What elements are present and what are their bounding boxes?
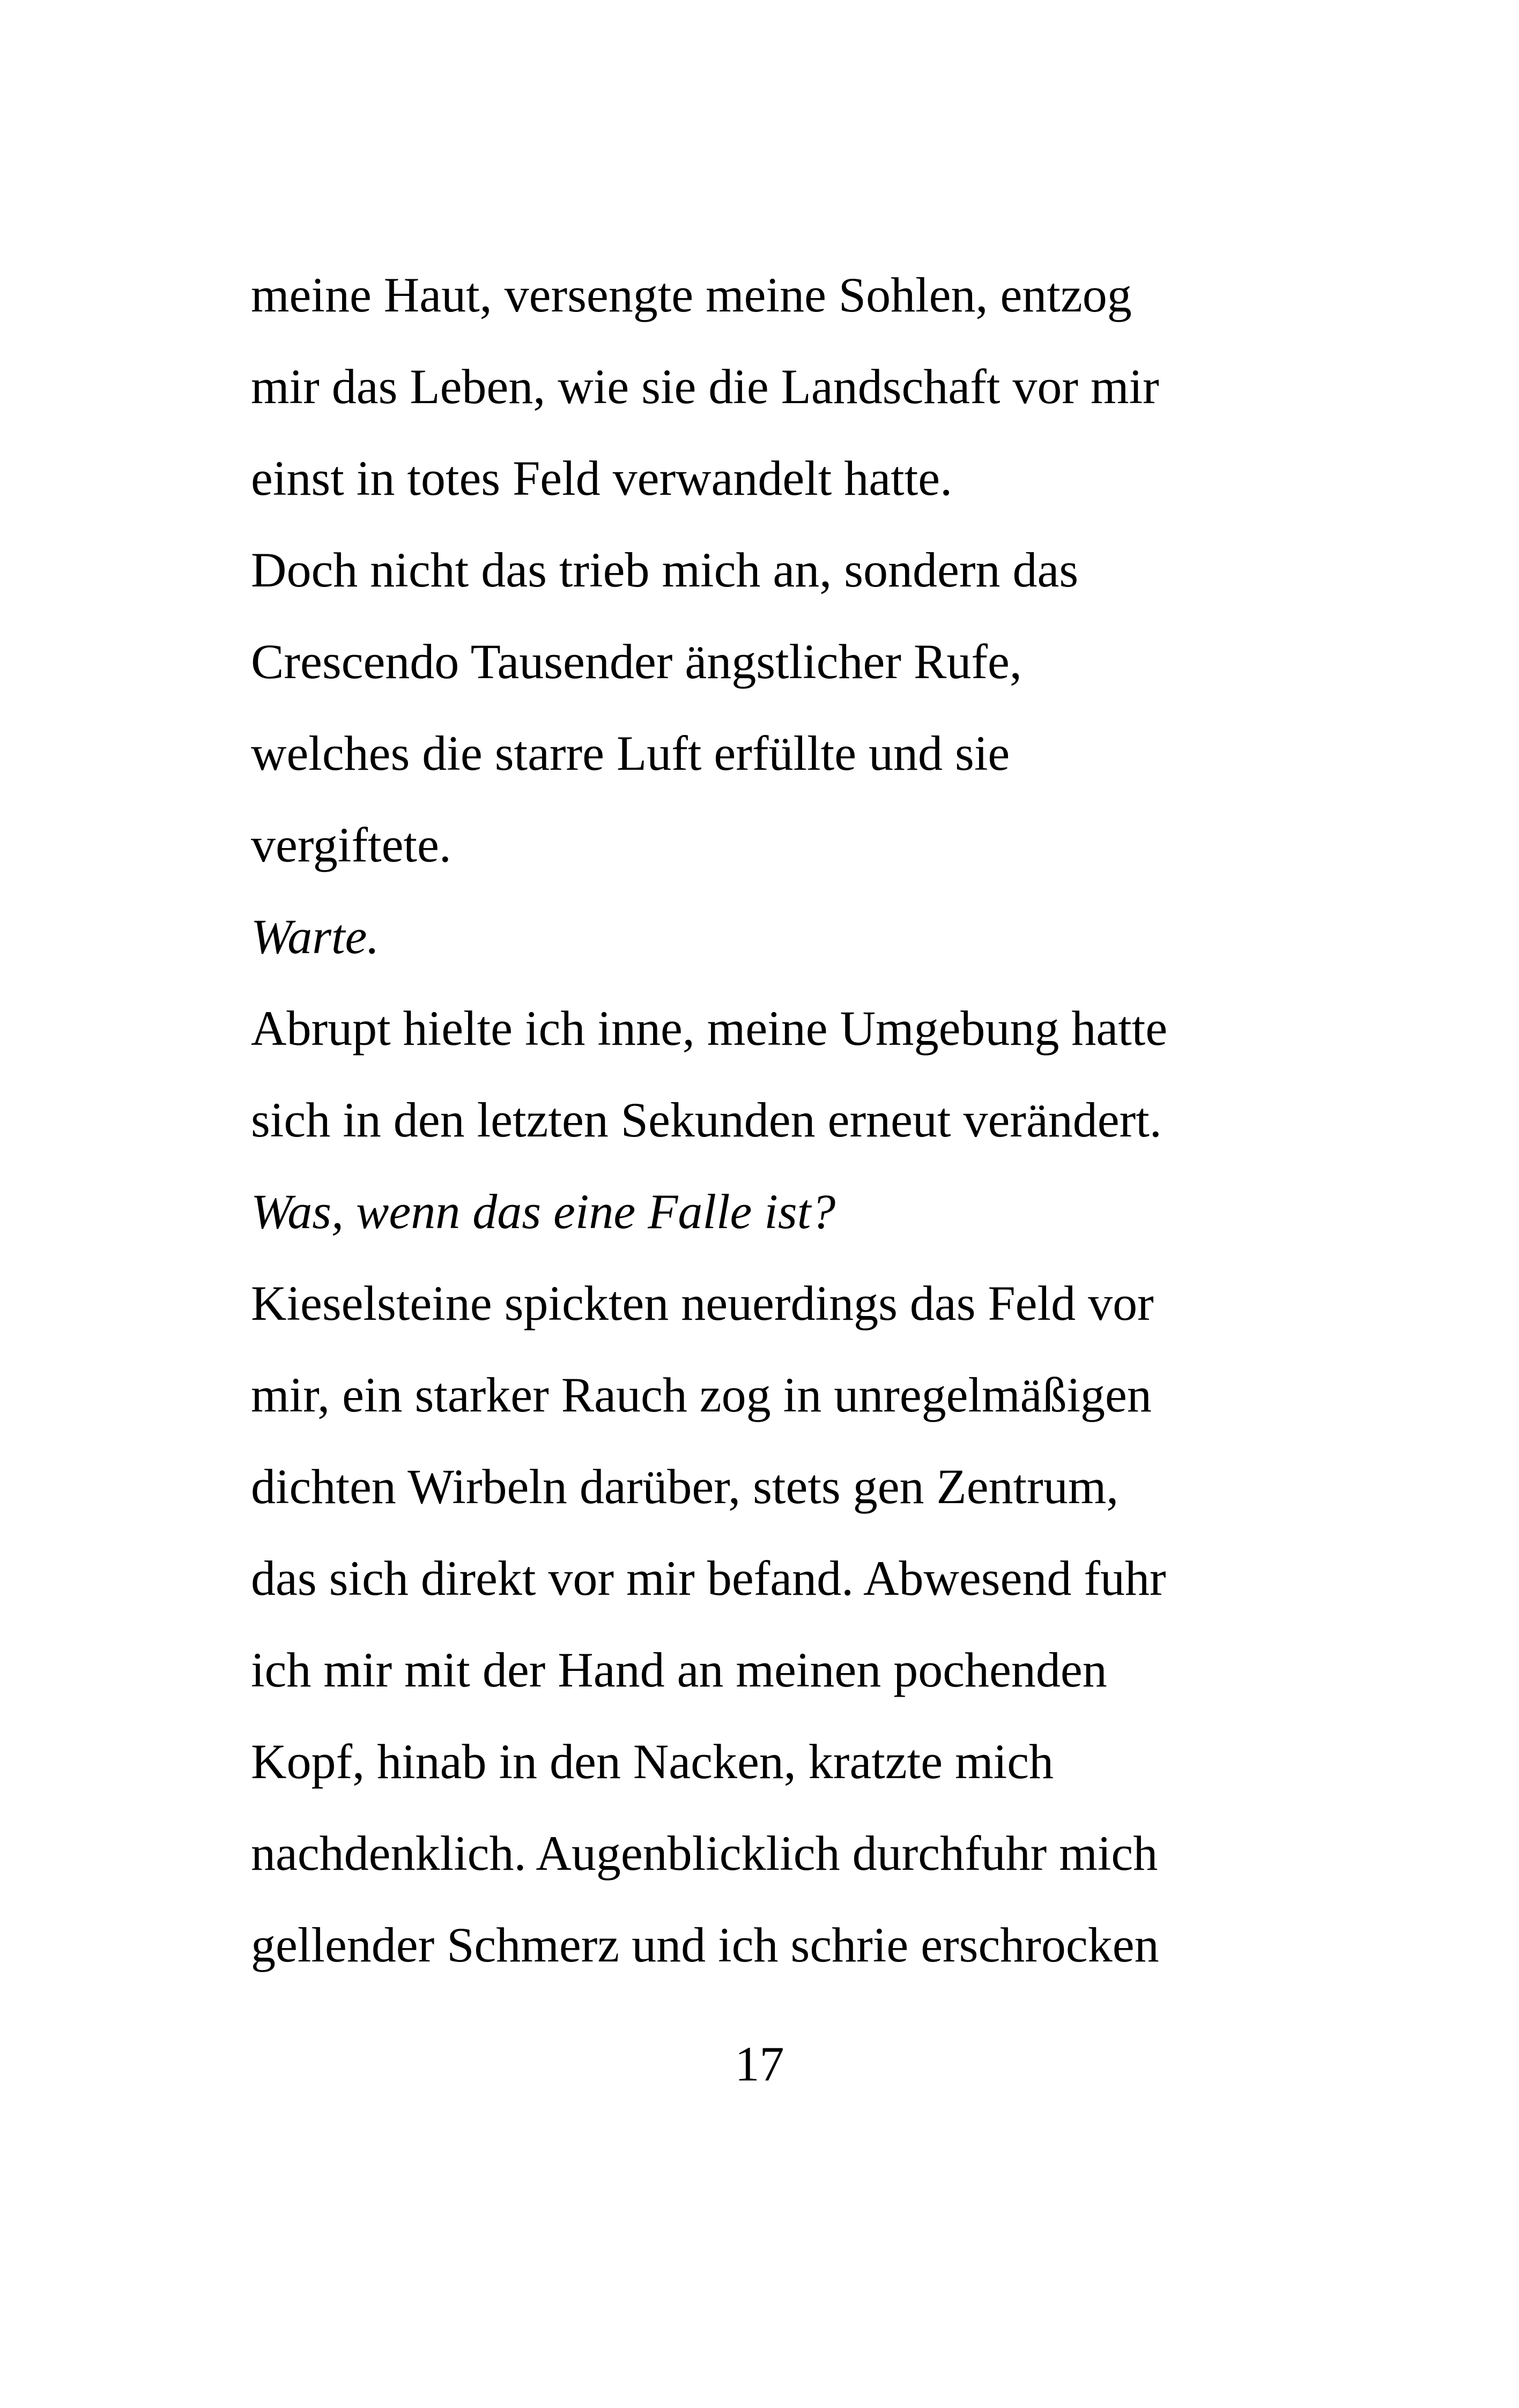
text-line: Warte. xyxy=(251,909,380,964)
text-line: mir, ein starker Rauch zog in unregelmäßigen xyxy=(251,1367,1152,1422)
text-line: mir das Leben, wie sie die Landschaft vor mir xyxy=(251,359,1159,414)
text-line: ich mir mit der Hand an meinen pochenden xyxy=(251,1643,1107,1697)
text-line: Kieselsteine spickten neuerdings das Feld vor xyxy=(251,1276,1154,1331)
text-line: nachdenklich. Augenblicklich durchfuhr mich xyxy=(251,1826,1158,1881)
page-number: 17 xyxy=(735,2037,784,2091)
text-line: sich in den letzten Sekunden erneut verändert. xyxy=(251,1092,1162,1147)
text-line: welches die starre Luft erfüllte und sie xyxy=(251,726,1010,781)
text-line: das sich direkt vor mir befand. Abwesend fuhr xyxy=(251,1551,1166,1606)
text-line: Abrupt hielte ich inne, meine Umgebung hatte xyxy=(251,1001,1168,1056)
text-line: Was, wenn das eine Falle ist? xyxy=(251,1184,836,1239)
text-line: Crescendo Tausender ängstlicher Rufe, xyxy=(251,634,1022,689)
text-line: vergiftete. xyxy=(251,817,451,872)
text-line: Kopf, hinab in den Nacken, kratzte mich xyxy=(251,1734,1054,1789)
text-line: meine Haut, versengte meine Sohlen, entzog xyxy=(251,267,1132,322)
text-line: Doch nicht das trieb mich an, sondern das xyxy=(251,542,1079,597)
text-line: dichten Wirbeln darüber, stets gen Zentrum, xyxy=(251,1459,1119,1514)
body-text xyxy=(251,249,1302,1991)
text-line: einst in totes Feld verwandelt hatte. xyxy=(251,451,953,506)
text-line: gellender Schmerz und ich schrie erschrocken xyxy=(251,1918,1159,1972)
